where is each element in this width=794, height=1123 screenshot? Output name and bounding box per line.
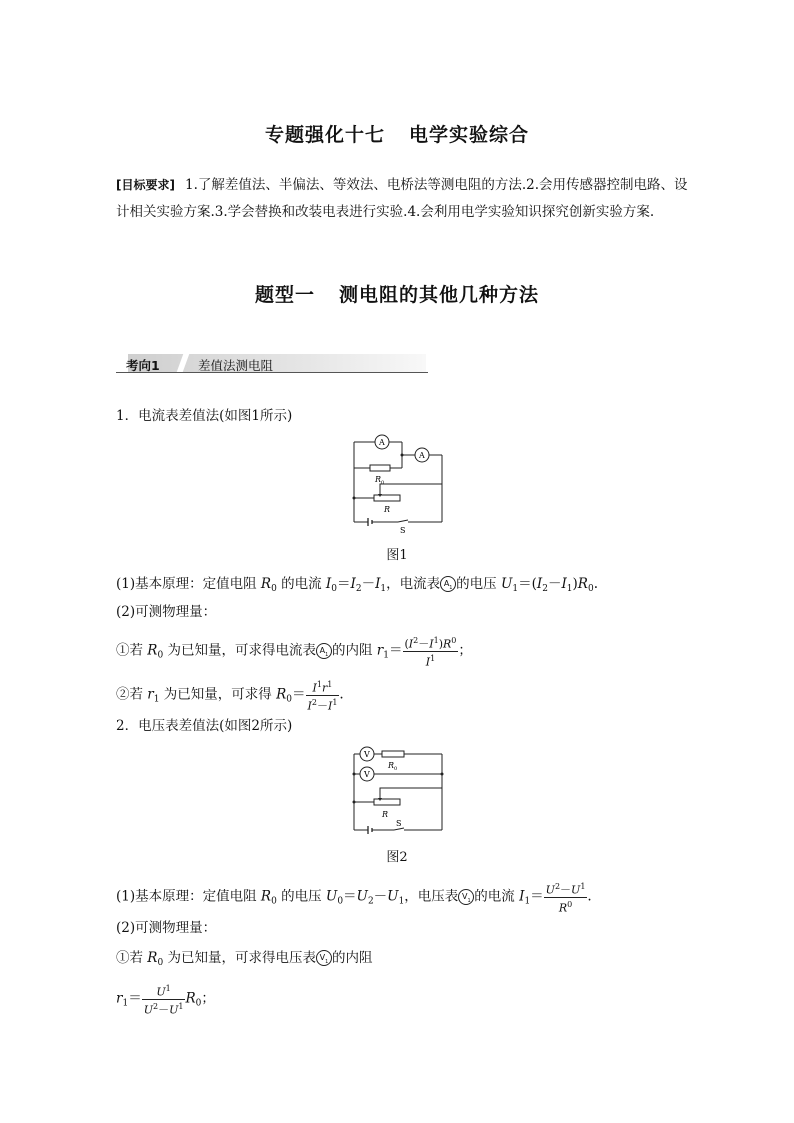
topic-name: 差值法测电阻 [198, 358, 274, 373]
r0-label: R [388, 761, 395, 770]
r0-sub-label: 0 [381, 480, 385, 486]
item2-formula: $r_1=$ $\frac{U^1}{U^2-U^1}$ $R_0$； [116, 984, 215, 1017]
fraction: $\frac{U^2-U^1}{R^0}$ [545, 882, 586, 915]
title-part1: 专题强化十七 [264, 124, 385, 146]
topic-bar [116, 354, 428, 376]
item2-case1: ①若 $R_0$ 为已知量，可求得电压表 $V_1$ 的内阻 [116, 950, 373, 968]
meter-v1-label: V [364, 750, 370, 759]
item1-case2: ②若 $r_1$ 为已知量，可求得 $R_0=$ $\frac{I^1r^1}{I^2-I^1}$ . [116, 680, 344, 713]
item2-principle: (1)基本原理：定值电阻 $R_0$ 的电压 $U_0=U_2-U_1$，电压表 $V_1$ 的电流 $I_1=$ $\frac{U^2-U^1}{R^0}$ . [116, 882, 592, 915]
switch-label: S [400, 526, 406, 535]
figure2-caption: 图2 [386, 850, 408, 865]
circuit-figure-2 [346, 744, 450, 838]
item1-heading: 1．电流表差值法(如图1所示) [116, 408, 293, 424]
switch-label: S [396, 819, 402, 828]
ammeter-a1-icon: $A_1$ [440, 576, 456, 592]
goal-text: 1.了解差值法、半偏法、等效法、电桥法等测电阻的方法.2.会用传感器控制电路、设计相关实验方案.3.学会替换和改装电表进行实验.4.会利用电学实验知识探究创新实验方案. [116, 177, 688, 220]
meter-v2-label: V [364, 770, 370, 779]
goal-tag: [目标要求] [116, 178, 175, 192]
meter-a1-label: A [379, 438, 385, 447]
section-heading [0, 280, 794, 307]
meter-a2-label: A [419, 451, 425, 460]
fraction: $\frac{U^1}{U^2-U^1}$ [143, 984, 184, 1017]
item1-case1: ①若 $R_0$ 为已知量，可求得电流表 $A_1$ 的内阻 $r_1=$ $\frac{(I^2-I^1)R^0}{I^1}$ ； [116, 636, 472, 669]
section-part1: 题型一 [254, 284, 315, 306]
topic-tag: 考向1 [126, 358, 160, 373]
item1-principle: (1)基本原理：定值电阻 $R_0$ 的电流 $I_0=I_2-I_1$，电流表 $A_1$ 的电压 $U_1=(I_2-I_1)R_0$. [116, 576, 598, 594]
r-label: R [382, 810, 389, 819]
r0-sub-label: 0 [394, 766, 398, 772]
circuit-figure-1 [346, 432, 450, 536]
page-title [0, 120, 794, 147]
figure1-caption: 图1 [386, 548, 408, 563]
item2-measurable: (2)可测物理量： [116, 920, 217, 936]
fraction: $\frac{I^1r^1}{I^2-I^1}$ [307, 680, 338, 713]
title-part2: 电学实验综合 [409, 124, 530, 146]
ammeter-a1-icon: $A_1$ [316, 643, 332, 659]
item2-heading: 2．电压表差值法(如图2所示) [116, 718, 293, 734]
section-part2: 测电阻的其他几种方法 [339, 284, 540, 306]
r0-label: R [375, 475, 382, 484]
item1-measurable: (2)可测物理量： [116, 604, 217, 620]
r-label: R [384, 505, 391, 514]
goal-paragraph [116, 172, 688, 226]
voltmeter-v1-icon: $V_1$ [458, 889, 474, 905]
fraction: $\frac{(I^2-I^1)R^0}{I^1}$ [404, 636, 457, 669]
voltmeter-v1-icon: $V_1$ [316, 950, 332, 966]
